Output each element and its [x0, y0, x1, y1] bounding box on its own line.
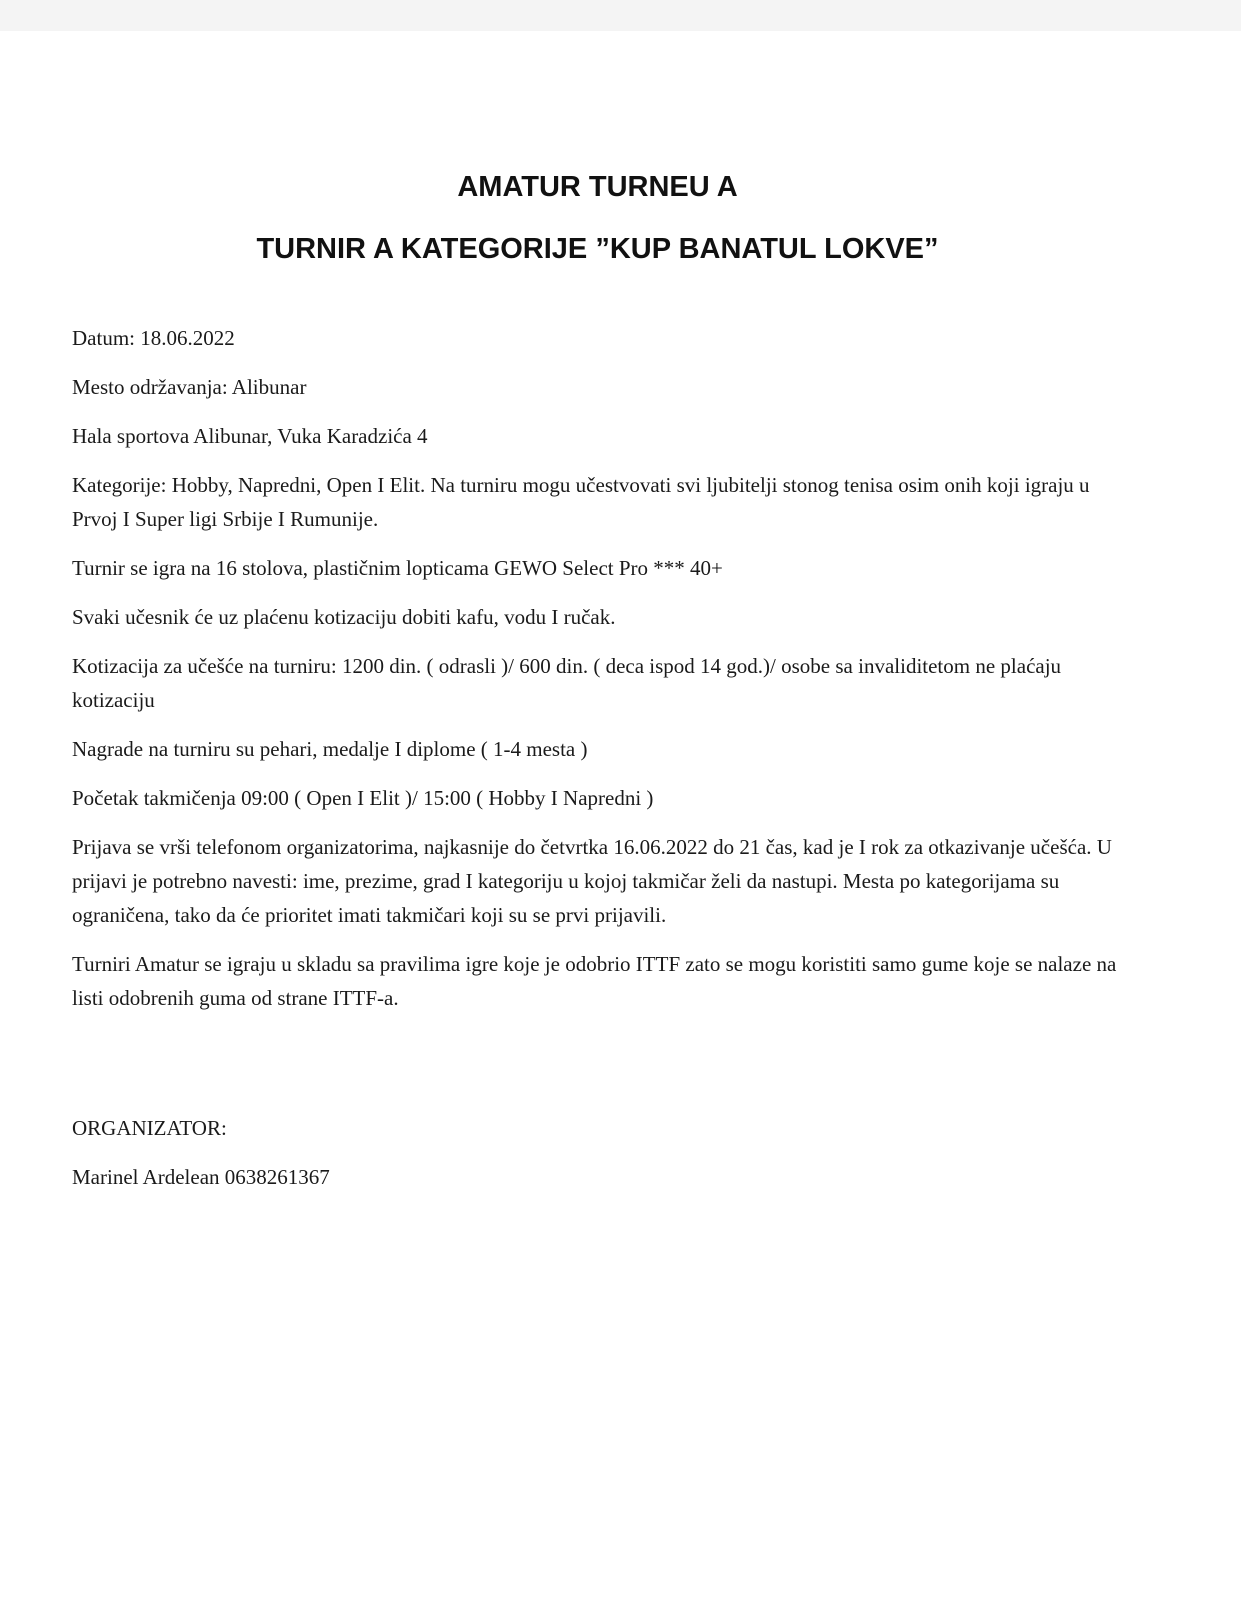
document-title: AMATUR TURNEU A	[457, 171, 738, 203]
date-paragraph: Datum: 18.06.2022	[72, 326, 235, 350]
address-paragraph: Hala sportova Alibunar, Vuka Karadzića 4	[72, 424, 428, 448]
rules-paragraph: Turniri Amatur se igraju u skladu sa pravilima igre koje je odobrio ITTF zato se mogu koristiti samo gume koje se nalaze na listi odobrenih guma od strane ITTF-a.	[72, 952, 1117, 1010]
catering-paragraph: Svaki učesnik će uz plaćenu kotizaciju dobiti kafu, vodu I ručak.	[72, 605, 616, 629]
tables-paragraph: Turnir se igra na 16 stolova, plastičnim lopticama GEWO Select Pro *** 40+	[72, 556, 723, 580]
organizer-contact: Marinel Ardelean 0638261367	[72, 1165, 330, 1189]
categories-paragraph: Kategorije: Hobby, Napredni, Open I Elit. Na turniru mogu učestvovati svi ljubitelji stonog tenisa osim onih koji igraju u Prvoj I Super ligi Srbije I Rumunije.	[72, 473, 1090, 531]
document-page	[0, 31, 1241, 1601]
document-body	[72, 321, 1132, 1030]
registration-paragraph: Prijava se vrši telefonom organizatorima, najkasnije do četvrtka 16.06.2022 do 21 čas, kad je I rok za otkazivanje učešća. U prijavi je potrebno navesti: ime, prezime, grad I kategoriju u kojoj takmičar želi da nastupi. Mesta po kategorijama su ograničena, tako da će prioritet imati takmičari koji su se prvi prijavili.	[72, 835, 1112, 927]
fee-paragraph: Kotizacija za učešće na turniru: 1200 din. ( odrasli )/ 600 din. ( deca ispod 14 god.)/ osobe sa invaliditetom ne plaćaju kotizaciju	[72, 654, 1062, 712]
venue-paragraph: Mesto održavanja: Alibunar	[72, 375, 307, 399]
organizer-block	[72, 1111, 1132, 1209]
organizer-label: ORGANIZATOR:	[72, 1116, 227, 1140]
awards-paragraph: Nagrade na turniru su pehari, medalje I diplome ( 1-4 mesta )	[72, 737, 588, 761]
start-time-paragraph: Početak takmičenja 09:00 ( Open I Elit )/ 15:00 ( Hobby I Napredni )	[72, 786, 654, 810]
document-subtitle: TURNIR A KATEGORIJE ”KUP BANATUL LOKVE”	[256, 233, 939, 265]
